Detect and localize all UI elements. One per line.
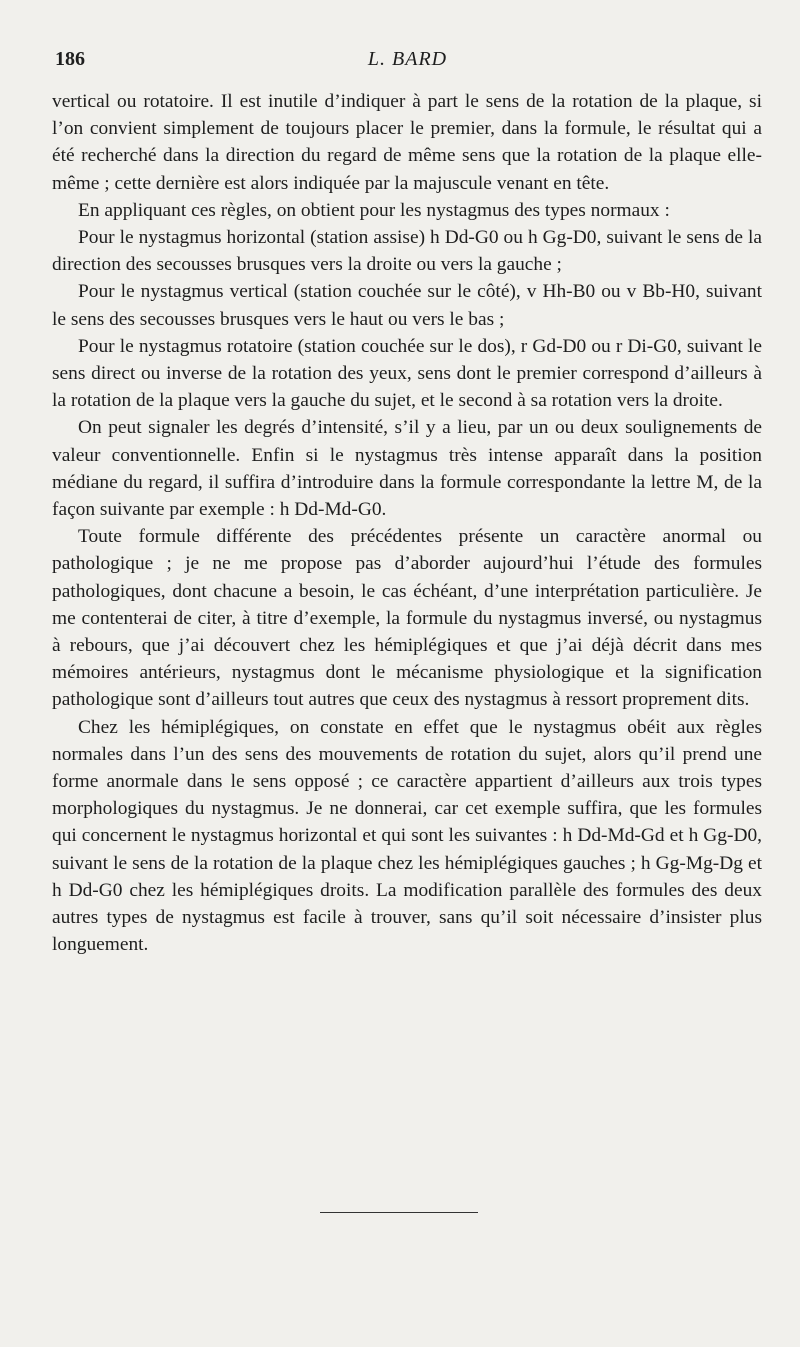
body-text <box>52 88 762 959</box>
paragraph-vertical: Pour le nystagmus vertical (station couchée sur le côté), v Hh-B0 ou v Bb-H0, suivant le sens des secousses brusques vers le haut ou vers le bas ; <box>52 281 762 330</box>
paragraph-intensity: On peut signaler les degrés d’intensité, s’il y a lieu, par un ou deux soulignements de valeur conventionnelle. Enfin si le nystagmus très intense apparaît dans la position médiane du regard, il suffira d’introduire dans la formule correspondante la lettre M, de la façon suivante par exemple : h Dd-Md-G0. <box>52 417 762 521</box>
paragraph-hemiplegic: Chez les hémiplégiques, on constate en effet que le nystagmus obéit aux règles normales dans l’un des sens des mouvements de rotation du sujet, alors qu’il prend une forme anormale dans le sens opposé ; ce caractère appartient d’ailleurs aux trois types morphologiques du nystagmus. Je ne donnerai, car cet exemple suffira, que les formules qui concernent le nystagmus horizontal et qui sont les suivantes : h Dd-Md-Gd et h Gg-D0, suivant le sens de la rotation de la plaque chez les hémiplégiques gauches ; h Gg-Mg-Dg et h Dd-G0 chez les hémiplégiques droits. La modification parallèle des formules des deux autres types de nystagmus est facile à trouver, sans qu’il soit nécessaire d’insister plus longuement. <box>52 716 762 956</box>
paragraph-pathological: Toute formule différente des précédentes présente un caractère anormal ou pathologique ; je ne me propose pas d’aborder aujourd’hui l’étude des formules pathologiques, dont chacune a besoin, le cas échéant, d’une interprétation particulière. Je me contenterai de citer, à titre d’exemple, la formule du nystagmus inversé, ou nystagmus à rebours, que j’ai découvert chez les hémiplégiques et que j’ai déjà décrit dans mes mémoires antérieurs, nystagmus dont le mécanisme physiologique et la signification pathologique sont d’ailleurs tout autres que ceux des nystagmus à ressort proprement dits. <box>52 526 762 711</box>
running-head: L. BARD <box>367 48 448 70</box>
page-header <box>55 48 760 76</box>
paragraph-rotatory: Pour le nystagmus rotatoire (station couchée sur le dos), r Gd-D0 ou r Di-G0, suivant le sens direct ou inverse de la rotation des yeux, sens dont le premier correspond d’ailleurs à la rotation de la plaque vers la gauche du sujet, et le second à sa rotation vers la droite. <box>52 335 762 412</box>
end-rule <box>320 1212 478 1213</box>
paragraph-rules-intro: En appliquant ces règles, on obtient pour les nystagmus des types normaux : <box>78 199 670 221</box>
page-number: 186 <box>55 48 85 70</box>
paragraph-horizontal: Pour le nystagmus horizontal (station assise) h Dd-G0 ou h Gg-D0, suivant le sens de la direction des secousses brusques vers la droite ou vers la gauche ; <box>52 227 762 276</box>
paragraph-continuation: vertical ou rotatoire. Il est inutile d’indiquer à part le sens de la rotation de la plaque, si l’on convient simplement de toujours placer le premier, dans la formule, le résultat qui a été recherché dans la direction du regard de même sens que la rotation de la plaque elle-même ; cette dernière est alors indiquée par la majuscule venant en tête. <box>52 91 762 194</box>
